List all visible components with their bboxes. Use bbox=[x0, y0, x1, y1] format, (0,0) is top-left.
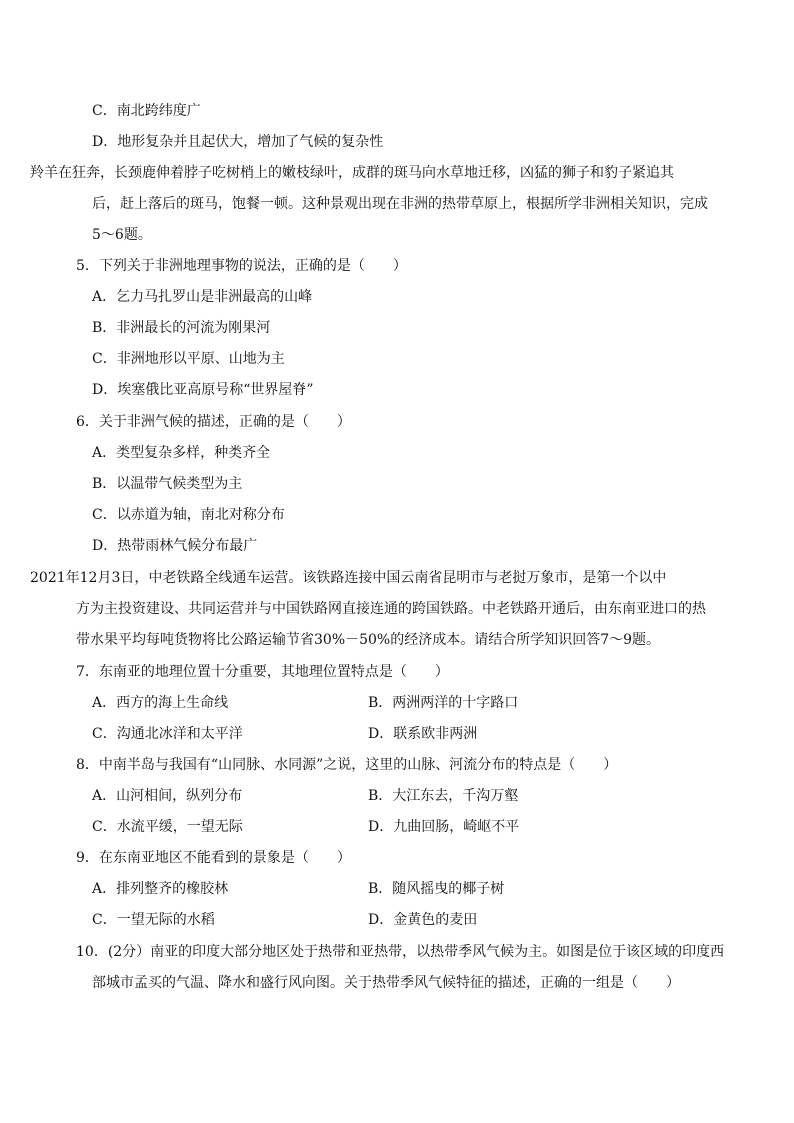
passage-railway-line-1: 2021年12月3日，中老铁路全线通车运营。该铁路连接中国云南省昆明市与老挝万象市，是第一个以中 bbox=[30, 570, 667, 586]
q8-option-c: C．水流平缓，一望无际 bbox=[92, 819, 243, 835]
q9-stem: 9．在东南亚地区不能看到的景象是（ ） bbox=[76, 850, 351, 866]
q4-option-c: C．南北跨纬度广 bbox=[92, 103, 201, 119]
q8-option-b: B．大江东去，千沟万壑 bbox=[368, 788, 519, 804]
q6-option-c: C．以赤道为轴，南北对称分布 bbox=[92, 507, 285, 523]
q6-stem: 6．关于非洲气候的描述，正确的是（ ） bbox=[76, 414, 351, 430]
passage-railway-line-2: 方为主投资建设、共同运营并与中国铁路网直接连通的跨国铁路。中老铁路开通后，由东南亚进口的热 bbox=[76, 601, 706, 617]
q8-option-d: D．九曲回肠，崎岖不平 bbox=[368, 819, 520, 835]
q7-option-a: A．西方的海上生命线 bbox=[92, 695, 229, 711]
q6-option-b: B．以温带气候类型为主 bbox=[92, 476, 243, 492]
passage-africa-line-1: 羚羊在狂奔，长颈鹿伸着脖子吃树梢上的嫩枝绿叶，成群的斑马向水草地迁移，凶猛的狮子和豹子紧追其 bbox=[30, 165, 674, 181]
passage-africa-line-3: 5～6题。 bbox=[92, 227, 152, 243]
q9-option-c: C．一望无际的水稻 bbox=[92, 912, 215, 928]
q5-option-a: A．乞力马扎罗山是非洲最高的山峰 bbox=[92, 289, 313, 305]
q7-option-c: C．沟通北冰洋和太平洋 bbox=[92, 726, 243, 742]
q9-option-b: B．随风摇曳的椰子树 bbox=[368, 881, 505, 897]
q4-option-d: D．地形复杂并且起伏大，增加了气候的复杂性 bbox=[92, 134, 384, 150]
q5-option-d: D．埃塞俄比亚高原号称“世界屋脊” bbox=[92, 382, 314, 398]
q7-stem: 7．东南亚的地理位置十分重要，其地理位置特点是（ ） bbox=[76, 664, 449, 680]
q10-stem-line-1: 10．(2分）南亚的印度大部分地区处于热带和亚热带，以热带季风气候为主。如图是位于该区域的印度西 bbox=[76, 944, 725, 960]
q9-option-d: D．金黄色的麦田 bbox=[368, 912, 478, 928]
q7-option-b: B．两洲两洋的十字路口 bbox=[368, 695, 519, 711]
q7-option-d: D．联系欧非两洲 bbox=[368, 726, 478, 742]
q5-stem: 5．下列关于非洲地理事物的说法，正确的是（ ） bbox=[76, 258, 407, 274]
q6-option-d: D．热带雨林气候分布最广 bbox=[92, 538, 258, 554]
q9-option-a: A．排列整齐的橡胶林 bbox=[92, 881, 229, 897]
q10-stem-line-2: 部城市孟买的气温、降水和盛行风向图。关于热带季风气候特征的描述，正确的一组是（ ） bbox=[92, 975, 680, 991]
q8-option-a: A．山河相间，纵列分布 bbox=[92, 788, 243, 804]
q5-option-b: B．非洲最长的河流为刚果河 bbox=[92, 320, 271, 336]
passage-africa-line-2: 后，赶上落后的斑马，饱餐一顿。这种景观出现在非洲的热带草原上，根据所学非洲相关知识，完成 bbox=[92, 196, 708, 212]
q6-option-a: A．类型复杂多样，种类齐全 bbox=[92, 445, 271, 461]
passage-railway-line-3: 带水果平均每吨货物将比公路运输节省30%－50%的经济成本。请结合所学知识回答7～9题。 bbox=[76, 632, 661, 648]
q8-stem: 8．中南半岛与我国有“山同脉、水同源”之说，这里的山脉、河流分布的特点是（ ） bbox=[76, 757, 618, 773]
q5-option-c: C．非洲地形以平原、山地为主 bbox=[92, 351, 285, 367]
